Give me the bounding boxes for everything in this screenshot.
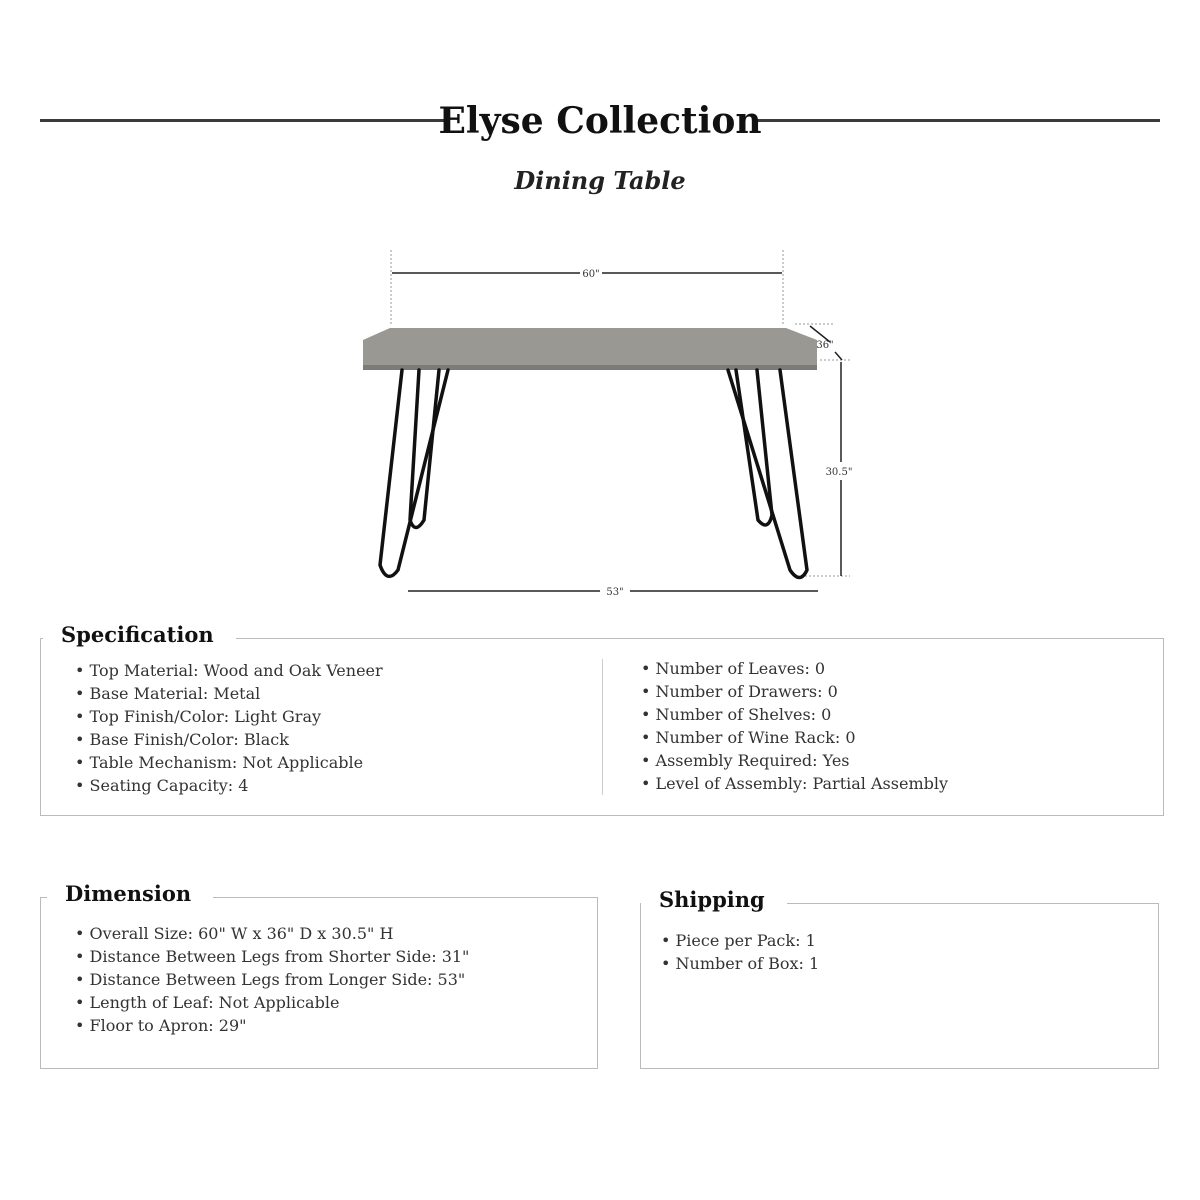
table-legs <box>380 370 807 578</box>
column-divider <box>602 659 603 795</box>
dimension-item: • Distance Between Legs from Longer Side: 53" <box>75 968 469 991</box>
spec-item: • Table Mechanism: Not Applicable <box>75 751 383 774</box>
specification-list-left <box>75 659 383 797</box>
shipping-title: Shipping <box>641 887 787 912</box>
spec-item: • Number of Leaves: 0 <box>641 657 948 680</box>
dimension-item: • Overall Size: 60" W x 36" D x 30.5" H <box>75 922 469 945</box>
product-subtitle: Dining Table <box>514 166 686 195</box>
dimension-list <box>75 922 469 1037</box>
shipping-item: • Piece per Pack: 1 <box>661 929 819 952</box>
spec-item: • Seating Capacity: 4 <box>75 774 383 797</box>
dimension-item: • Distance Between Legs from Shorter Side: 31" <box>75 945 469 968</box>
specification-title: Specification <box>43 622 236 647</box>
dimension-item: • Length of Leaf: Not Applicable <box>75 991 469 1014</box>
collection-title: Elyse Collection <box>438 100 762 142</box>
specification-box <box>40 622 1164 816</box>
dimension-box <box>40 881 598 1069</box>
table-top <box>363 328 817 368</box>
table-dimension-drawing <box>340 240 860 610</box>
leg-span-label: 53" <box>606 587 624 598</box>
spec-item: • Top Finish/Color: Light Gray <box>75 705 383 728</box>
spec-item: • Base Finish/Color: Black <box>75 728 383 751</box>
width-label: 60" <box>582 269 600 280</box>
dimension-title: Dimension <box>47 881 213 906</box>
spec-item: • Number of Wine Rack: 0 <box>641 726 948 749</box>
shipping-item: • Number of Box: 1 <box>661 952 819 975</box>
depth-label: 36" <box>816 340 834 351</box>
spec-item: • Base Material: Metal <box>75 682 383 705</box>
dimension-item: • Floor to Apron: 29" <box>75 1014 469 1037</box>
spec-item: • Assembly Required: Yes <box>641 749 948 772</box>
spec-item: • Level of Assembly: Partial Assembly <box>641 772 948 795</box>
spec-item: • Number of Shelves: 0 <box>641 703 948 726</box>
shipping-box <box>640 887 1159 1069</box>
spec-item: • Number of Drawers: 0 <box>641 680 948 703</box>
specification-list-right <box>641 657 948 795</box>
spec-item: • Top Material: Wood and Oak Veneer <box>75 659 383 682</box>
shipping-list <box>661 929 819 975</box>
height-label: 30.5" <box>825 467 853 478</box>
